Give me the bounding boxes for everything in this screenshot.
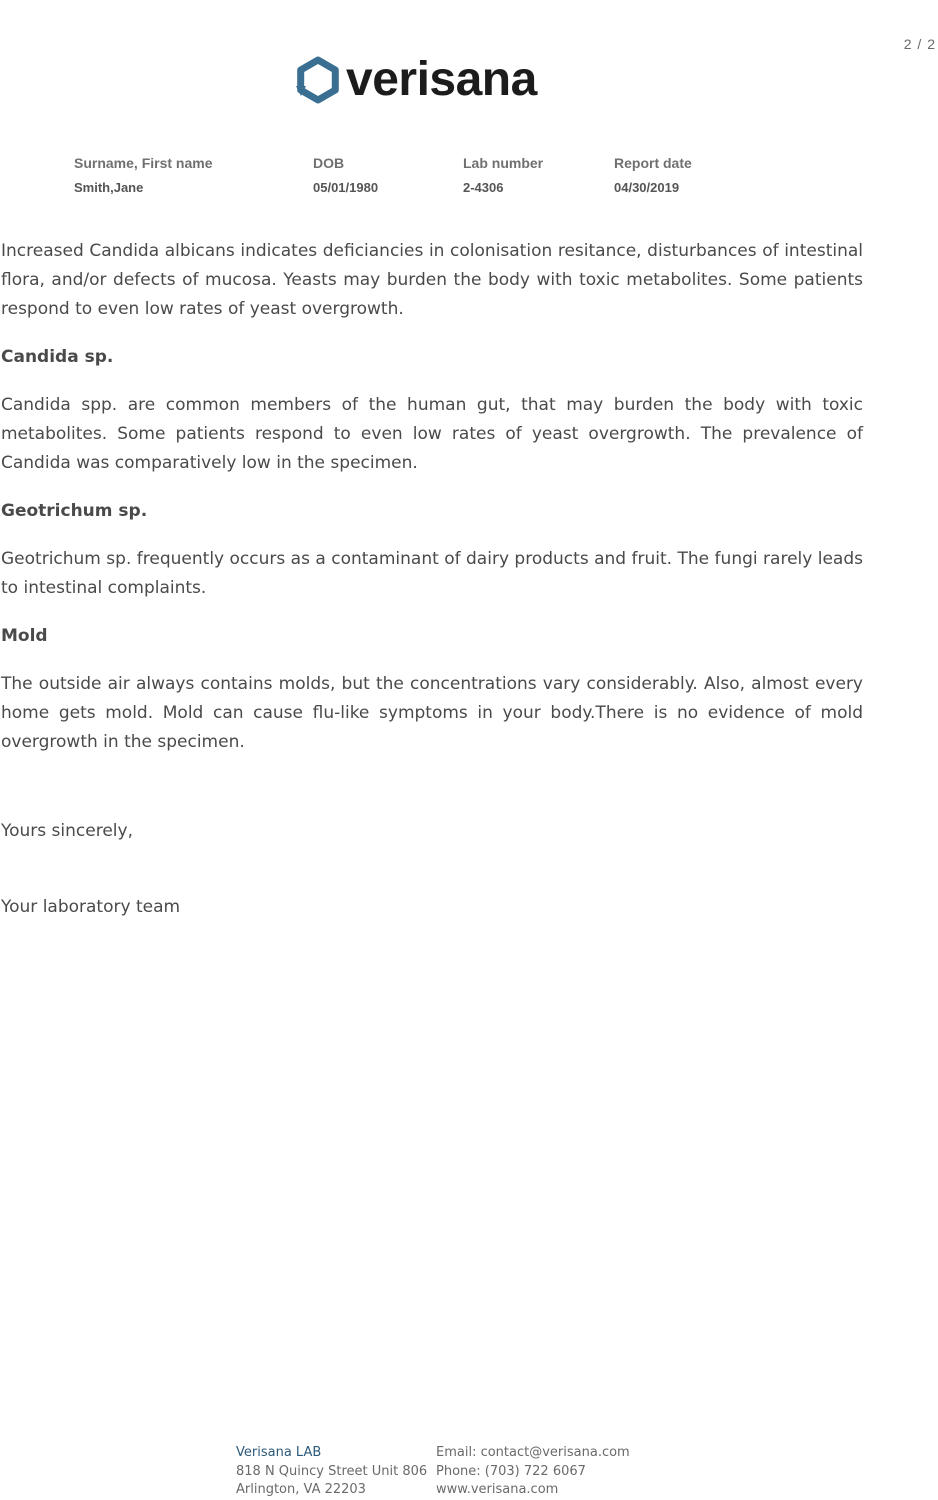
signature-text: Your laboratory team [1,897,181,917]
footer-address-line: Arlington, VA 22203 [236,1482,366,1497]
verisana-logo [294,53,537,106]
lab-number-value: 2-4306 [463,180,504,195]
report-body [1,237,863,776]
footer-contact [436,1444,630,1500]
lab-number-label: Lab number [463,155,544,171]
name-column [74,154,213,195]
section-text: Candida spp. are common members of the human gut, that may burden the body with toxic metabolites. Some patients respond to even low rates of yeast overgrowth. The prevalence of Candida was comparatively low in the specimen. [1,395,863,473]
dob-label: DOB [313,155,345,171]
section-heading: Geotrichum sp. [1,501,148,521]
name-label: Surname, First name [74,155,213,171]
section-text: The outside air always contains molds, but the concentrations vary considerably. Also, almost every home gets mold. Mold can cause flu-like symptoms in your body.There is no evidence of mold overgrowth in the specimen. [1,674,863,752]
footer-phone: Phone: (703) 722 6067 [436,1463,586,1479]
section-heading: Mold [1,626,48,646]
lab-number-column [463,154,543,195]
report-date-value: 04/30/2019 [614,180,680,195]
report-date-column [614,154,692,195]
footer-address-line: 818 N Quincy Street Unit 806 [236,1463,428,1479]
patient-header [74,154,774,204]
dob-column [313,154,378,195]
dob-value: 05/01/1980 [313,180,379,195]
page-number: 2 / 2 [903,36,936,52]
footer-address [236,1444,427,1500]
intro-paragraph: Increased Candida albicans indicates deficiancies in colonisation resitance, disturbances of intestinal flora, and/or defects of mucosa. Yeasts may burden the body with toxic metabolites. Some patients respond to even low rates of yeast overgrowth. [1,241,863,319]
footer-email[interactable]: Email: contact@verisana.com [436,1445,630,1460]
section-text: Geotrichum sp. frequently occurs as a contaminant of dairy products and fruit. The fungi rarely leads to intestinal complaints. [1,549,863,598]
footer-lab-name: Verisana LAB [236,1445,322,1460]
closing-text: Yours sincerely, [1,821,133,841]
section-heading: Candida sp. [1,347,114,367]
hexagon-logo-icon [294,56,342,104]
report-date-label: Report date [614,155,692,171]
footer-website[interactable]: www.verisana.com [436,1482,559,1497]
name-value: Smith,Jane [74,180,144,195]
brand-name: verisana [346,53,537,106]
